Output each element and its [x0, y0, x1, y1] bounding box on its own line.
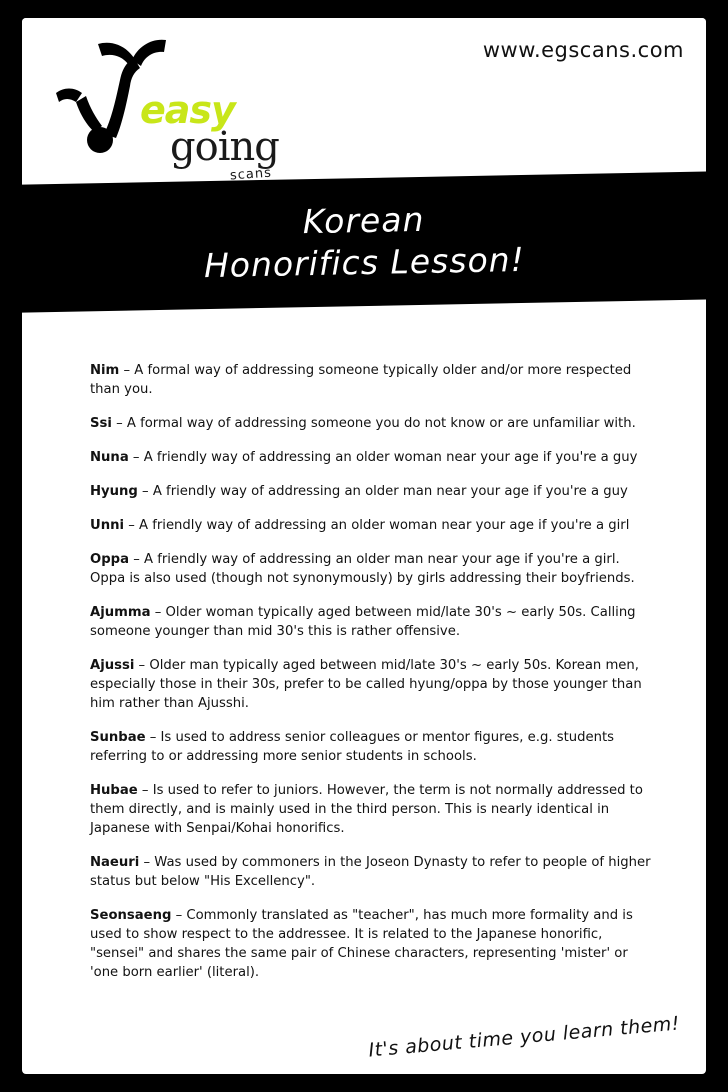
honorific-term: Oppa	[90, 552, 129, 568]
honorific-definition: A friendly way of addressing an older man near your age if you're a guy	[152, 484, 628, 500]
footer-tagline: It's about time you learn them!	[367, 1012, 681, 1062]
easygoing-logo	[42, 36, 312, 186]
logo-word-going: going	[170, 124, 279, 170]
honorific-dash: –	[150, 605, 166, 621]
honorific-term: Nim	[90, 363, 120, 379]
honorific-entry	[90, 781, 652, 838]
honorific-definition: Is used to address senior colleagues or mentor figures, e.g. students referring to or addressing more senior students in schools.	[90, 730, 615, 765]
site-url: www.egscans.com	[482, 38, 684, 62]
honorific-dash: –	[139, 855, 155, 871]
scan-sheet	[22, 18, 706, 1074]
honorific-entry	[90, 603, 652, 641]
honorific-dash: –	[145, 730, 161, 746]
honorific-entry	[90, 656, 652, 713]
honorific-term: Ssi	[90, 416, 112, 432]
honorific-term: Ajussi	[90, 658, 135, 674]
header	[22, 18, 706, 190]
honorific-definition: A formal way of addressing someone typically older and/or more respected than you.	[90, 363, 632, 398]
honorific-term: Hubae	[90, 783, 138, 799]
honorific-dash: –	[137, 783, 153, 799]
honorific-entry	[90, 361, 652, 399]
honorific-entry	[90, 550, 652, 588]
honorific-definition: A friendly way of addressing an older woman near your age if you're a guy	[143, 450, 638, 466]
honorific-dash: –	[111, 416, 127, 432]
honorific-definition: A friendly way of addressing an older man near your age if you're a girl. Oppa is also used (though not synonymously) by girls addressing their boyfriends.	[90, 552, 635, 587]
honorific-dash: –	[119, 363, 135, 379]
honorific-definition: Was used by commoners in the Joseon Dynasty to refer to people of higher status but below "His Excellency".	[90, 855, 651, 890]
honorific-dash: –	[129, 552, 144, 568]
honorific-entry	[90, 414, 652, 433]
honorific-dash: –	[171, 908, 187, 924]
honorific-definition: A formal way of addressing someone you do not know or are unfamiliar with.	[126, 416, 636, 432]
title-line-1: Korean	[302, 199, 425, 242]
honorific-definition: Is used to refer to juniors. However, the term is not normally addressed to them directly, and is mainly used in the third person. This is nearly identical in Japanese with Senpai/Kohai honorifics.	[90, 783, 643, 837]
honorific-term: Nuna	[90, 450, 129, 466]
title-band	[22, 171, 706, 313]
title-line-2: Honorifics Lesson!	[203, 239, 526, 286]
honorific-entry	[90, 448, 652, 467]
honorific-entry	[90, 516, 652, 535]
honorific-dash: –	[128, 450, 144, 466]
honorific-definition: A friendly way of addressing an older woman near your age if you're a girl	[139, 518, 630, 534]
honorific-entry	[90, 482, 652, 501]
honorific-definition: Older man typically aged between mid/late 30's ~ early 50s. Korean men, especially those in their 30s, prefer to be called hyung/oppa by those younger than him rather than Ajusshi.	[90, 658, 642, 712]
honorific-definition: Older woman typically aged between mid/late 30's ~ early 50s. Calling someone younger than mid 30's this is rather offensive.	[90, 605, 636, 640]
honorific-term: Seonsaeng	[90, 908, 172, 924]
honorific-entry	[90, 906, 652, 982]
logo-word-scans: scans	[229, 165, 273, 184]
honorific-entry	[90, 853, 652, 891]
honorifics-list	[90, 348, 652, 997]
honorific-dash: –	[124, 518, 139, 534]
honorific-term: Naeuri	[90, 855, 140, 871]
honorific-term: Hyung	[90, 484, 138, 500]
honorific-term: Ajumma	[90, 605, 151, 621]
honorific-dash: –	[134, 658, 150, 674]
honorific-dash: –	[137, 484, 153, 500]
honorific-term: Sunbae	[90, 730, 146, 746]
logo-word-easy: easy	[140, 88, 235, 132]
honorific-entry	[90, 728, 652, 766]
honorific-term: Unni	[90, 518, 125, 534]
honorific-definition: Commonly translated as "teacher", has much more formality and is used to show respect to the addressee. It is related to the Japanese honorific, "sensei" and shares the same pair of Chinese characters, representing 'mister' or 'one born earlier' (literal).	[90, 908, 633, 981]
